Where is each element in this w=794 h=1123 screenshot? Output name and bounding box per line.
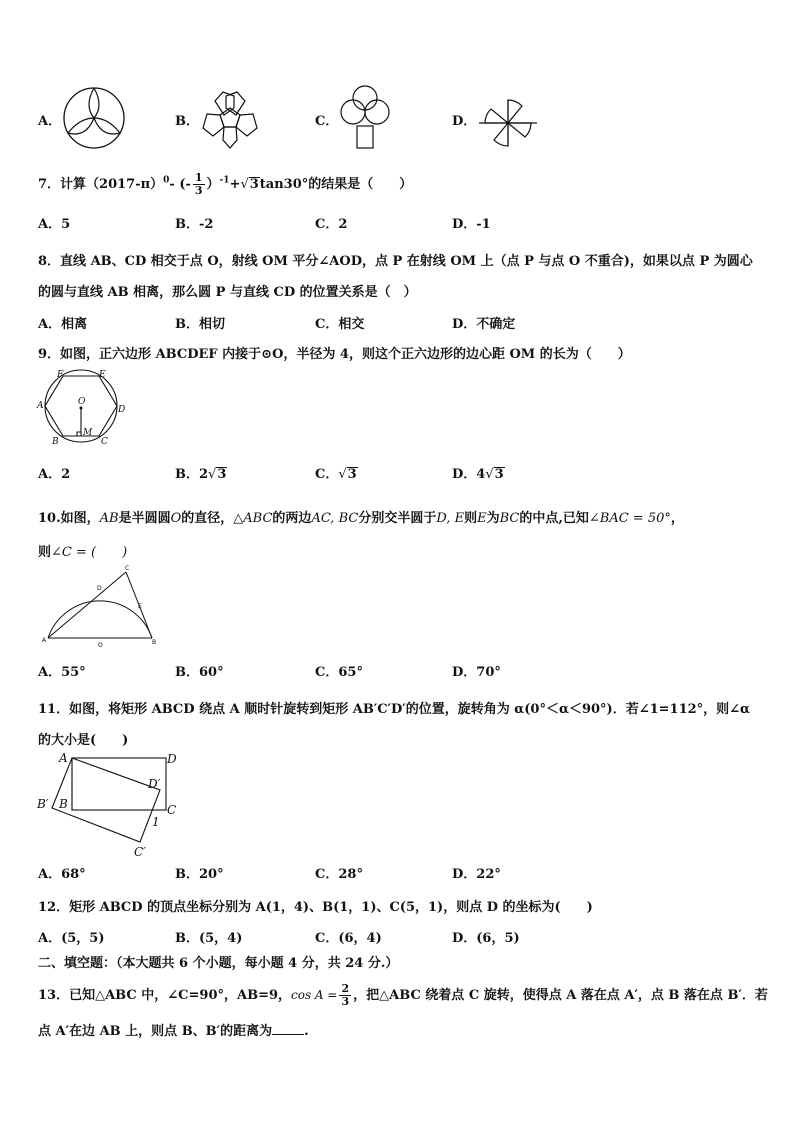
q7-number: 7． bbox=[38, 177, 61, 192]
q9-option-c-coef: C． bbox=[315, 467, 339, 482]
q7-stem-part: + bbox=[229, 177, 241, 192]
q7-option-b[interactable]: B．-2 bbox=[175, 217, 214, 232]
q10-label-b: B bbox=[152, 639, 157, 646]
q13-stem-line2 bbox=[38, 1020, 309, 1039]
q10-stem-line1 bbox=[38, 507, 684, 526]
q10-math: BC bbox=[499, 511, 520, 526]
q11-label-a: A bbox=[59, 751, 68, 765]
q12-option-d[interactable]: D．(6，5) bbox=[452, 931, 520, 946]
q10-text: ， bbox=[670, 511, 684, 526]
q11-label-d: D bbox=[167, 752, 177, 766]
q10-text: 的两边 bbox=[272, 511, 312, 526]
q8-stem-line2: 的圆与直线 AB 相离，那么圆 P 与直线 CD 的位置关系是（ ） bbox=[38, 285, 417, 300]
q9-option-c[interactable]: C．√3 bbox=[315, 467, 357, 482]
q6-option-a-label[interactable]: A． bbox=[38, 114, 62, 129]
q10-label-e: E bbox=[138, 603, 142, 610]
q11-label-c: C bbox=[167, 803, 177, 817]
q7-option-d[interactable]: D．-1 bbox=[452, 217, 491, 232]
q10-math: AC, BC bbox=[311, 511, 359, 526]
q10-label-d: D bbox=[97, 585, 102, 592]
q10-math: ∠BAC = 50° bbox=[588, 511, 671, 526]
q8-option-c[interactable]: C．相交 bbox=[315, 317, 365, 332]
q13-answer-blank[interactable] bbox=[272, 1022, 304, 1035]
q10-text: 的直径， bbox=[181, 511, 234, 526]
q9-option-b-coef: B．2 bbox=[175, 467, 209, 482]
q12-option-c[interactable]: C．(6，4) bbox=[315, 931, 382, 946]
q7-option-a[interactable]: A．5 bbox=[38, 217, 71, 232]
q11-option-b[interactable]: B．20° bbox=[175, 867, 224, 882]
q9-option-d-radicand: 3 bbox=[494, 467, 504, 482]
q7-fraction bbox=[193, 172, 205, 197]
q10-option-d[interactable]: D．70° bbox=[452, 665, 501, 680]
q8-stem-line1: 8．直线 AB、CD 相交于点 O，射线 OM 平分∠AOD，点 P 在射线 OM 上（点 P 与点 O 不重合)，如果以点 P 为圆心 bbox=[38, 254, 753, 269]
q13-fraction-numerator: 2 bbox=[341, 982, 350, 995]
q13-fraction-denominator: 3 bbox=[341, 995, 350, 1008]
q10-math: E bbox=[477, 511, 487, 526]
q10-text: 是半圆圆 bbox=[118, 511, 171, 526]
q11-rectangle-figure bbox=[36, 750, 186, 860]
q7-stem-part: ） bbox=[206, 177, 220, 192]
q9-label-o: O bbox=[78, 397, 86, 407]
q6-figure-d[interactable] bbox=[475, 96, 541, 150]
q13-text: ，把△ABC 绕着点 C 旋转，使得点 A 落在点 A′，点 B 落在点 B′．若 bbox=[353, 988, 768, 1003]
q11-label-c-prime: C′ bbox=[134, 845, 146, 859]
q10-option-c[interactable]: C．65° bbox=[315, 665, 363, 680]
q11-label-b: B bbox=[59, 797, 68, 811]
q7-fraction-numerator: 1 bbox=[194, 171, 203, 184]
q11-label-b-prime: B′ bbox=[37, 797, 49, 811]
q9-label-a: A bbox=[37, 401, 44, 411]
q8-option-b[interactable]: B．相切 bbox=[175, 317, 225, 332]
q13-text: 点 A′在边 AB 上，则点 B、B′的距离为 bbox=[38, 1024, 273, 1039]
q6-option-d-label[interactable]: D． bbox=[452, 114, 477, 129]
q9-label-d: D bbox=[118, 405, 126, 415]
q9-label-e: E bbox=[99, 370, 106, 380]
q6-figure-a[interactable] bbox=[62, 86, 126, 150]
q7-fraction-denominator: 3 bbox=[194, 184, 203, 197]
q10-stem-line2 bbox=[38, 541, 127, 560]
q12-stem: 12．矩形 ABCD 的顶点坐标分别为 A(1，4)、B(1，1)、C(5，1)，则点 D 的坐标为( ) bbox=[38, 900, 593, 915]
q10-text: 10.如图， bbox=[38, 511, 100, 526]
q10-math: ∠C = ( ) bbox=[51, 545, 128, 560]
q10-text: 的中点,已知 bbox=[519, 511, 589, 526]
q10-text: 则 bbox=[38, 545, 52, 560]
q7-exponent-zero: 0 bbox=[163, 175, 170, 186]
q7-stem: 7．计算$(2017-\pi)^0-$ (- $\frac{1}{3}$ ）$^{-1}$+√3tan30°的结果是（ ） bbox=[38, 171, 413, 197]
q9-option-d[interactable]: D．4√3 bbox=[452, 467, 504, 482]
q9-label-m: M bbox=[83, 428, 93, 438]
q10-text: 则 bbox=[464, 511, 478, 526]
q11-stem-line1: 11．如图，将矩形 ABCD 绕点 A 顺时针旋转到矩形 AB′C′D′的位置，旋转角为 α(0°＜α＜90°)．若∠1=112°，则∠α bbox=[38, 702, 751, 717]
q8-option-a[interactable]: A．相离 bbox=[38, 317, 88, 332]
q13-stem-line1 bbox=[38, 983, 768, 1008]
q9-hexagon-figure bbox=[36, 368, 136, 446]
q9-option-d-coef: D．4 bbox=[452, 467, 486, 482]
q8-option-d[interactable]: D．不确定 bbox=[452, 317, 516, 332]
q9-option-b-radicand: 3 bbox=[217, 467, 227, 482]
q7-sqrt-value: 3 bbox=[249, 177, 259, 192]
q10-label-a: A bbox=[42, 637, 47, 644]
q10-math: O bbox=[170, 511, 182, 526]
q7-option-c[interactable]: C．2 bbox=[315, 217, 348, 232]
q10-label-c: C bbox=[125, 565, 130, 572]
q13-text: 13．已知△ABC 中，∠C=90°，AB=9， bbox=[38, 988, 292, 1003]
q9-label-f: F bbox=[57, 370, 64, 380]
q10-text: 分别交半圆于 bbox=[358, 511, 437, 526]
q10-label-o: O bbox=[98, 642, 103, 649]
q6-figure-b[interactable] bbox=[197, 86, 263, 150]
q12-option-b[interactable]: B．(5，4) bbox=[175, 931, 243, 946]
q10-semicircle-figure bbox=[40, 566, 160, 650]
q7-stem-part: - (- bbox=[169, 177, 191, 192]
q6-option-b-label[interactable]: B． bbox=[175, 114, 199, 129]
q13-fraction bbox=[339, 983, 351, 1008]
q11-option-c[interactable]: C．28° bbox=[315, 867, 363, 882]
q10-math: AB bbox=[99, 511, 119, 526]
q10-math: D, E bbox=[436, 511, 465, 526]
q11-label-angle-1: 1 bbox=[152, 815, 160, 829]
q7-exponent-minus-one: -1 bbox=[219, 175, 230, 186]
section-heading-fill-in: 二、填空题：（本大题共 6 个小题，每小题 4 分，共 24 分.） bbox=[38, 956, 399, 971]
q13-cos-expression: cos A = bbox=[291, 988, 338, 1002]
q9-option-c-radicand: 3 bbox=[347, 467, 357, 482]
q9-option-a[interactable]: A．2 bbox=[38, 467, 71, 482]
q6-option-c-label[interactable]: C． bbox=[315, 114, 339, 129]
q11-label-d-prime: D′ bbox=[148, 777, 161, 791]
q7-stem-part: tan30°的结果是（ ） bbox=[259, 177, 413, 192]
q10-math: △ABC bbox=[233, 511, 273, 526]
q7-stem-part: 计算（2017-π） bbox=[60, 177, 164, 192]
q9-stem: 9．如图，正六边形 ABCDEF 内接于⊙O，半径为 4，则这个正六边形的边心距 OM 的长为（ ） bbox=[38, 347, 631, 362]
q10-option-b[interactable]: B．60° bbox=[175, 665, 224, 680]
q11-stem-line2: 的大小是( ) bbox=[38, 733, 129, 748]
q9-label-b: B bbox=[52, 437, 59, 447]
q11-option-a[interactable]: A．68° bbox=[38, 867, 86, 882]
q13-text: . bbox=[304, 1024, 309, 1039]
q9-option-b[interactable]: B．2√3 bbox=[175, 467, 227, 482]
q6-figure-c[interactable] bbox=[336, 84, 394, 150]
q12-option-a[interactable]: A．(5，5) bbox=[38, 931, 105, 946]
q10-text: 为 bbox=[486, 511, 500, 526]
q10-option-a[interactable]: A．55° bbox=[38, 665, 86, 680]
q11-option-d[interactable]: D．22° bbox=[452, 867, 501, 882]
q9-label-c: C bbox=[101, 437, 108, 447]
